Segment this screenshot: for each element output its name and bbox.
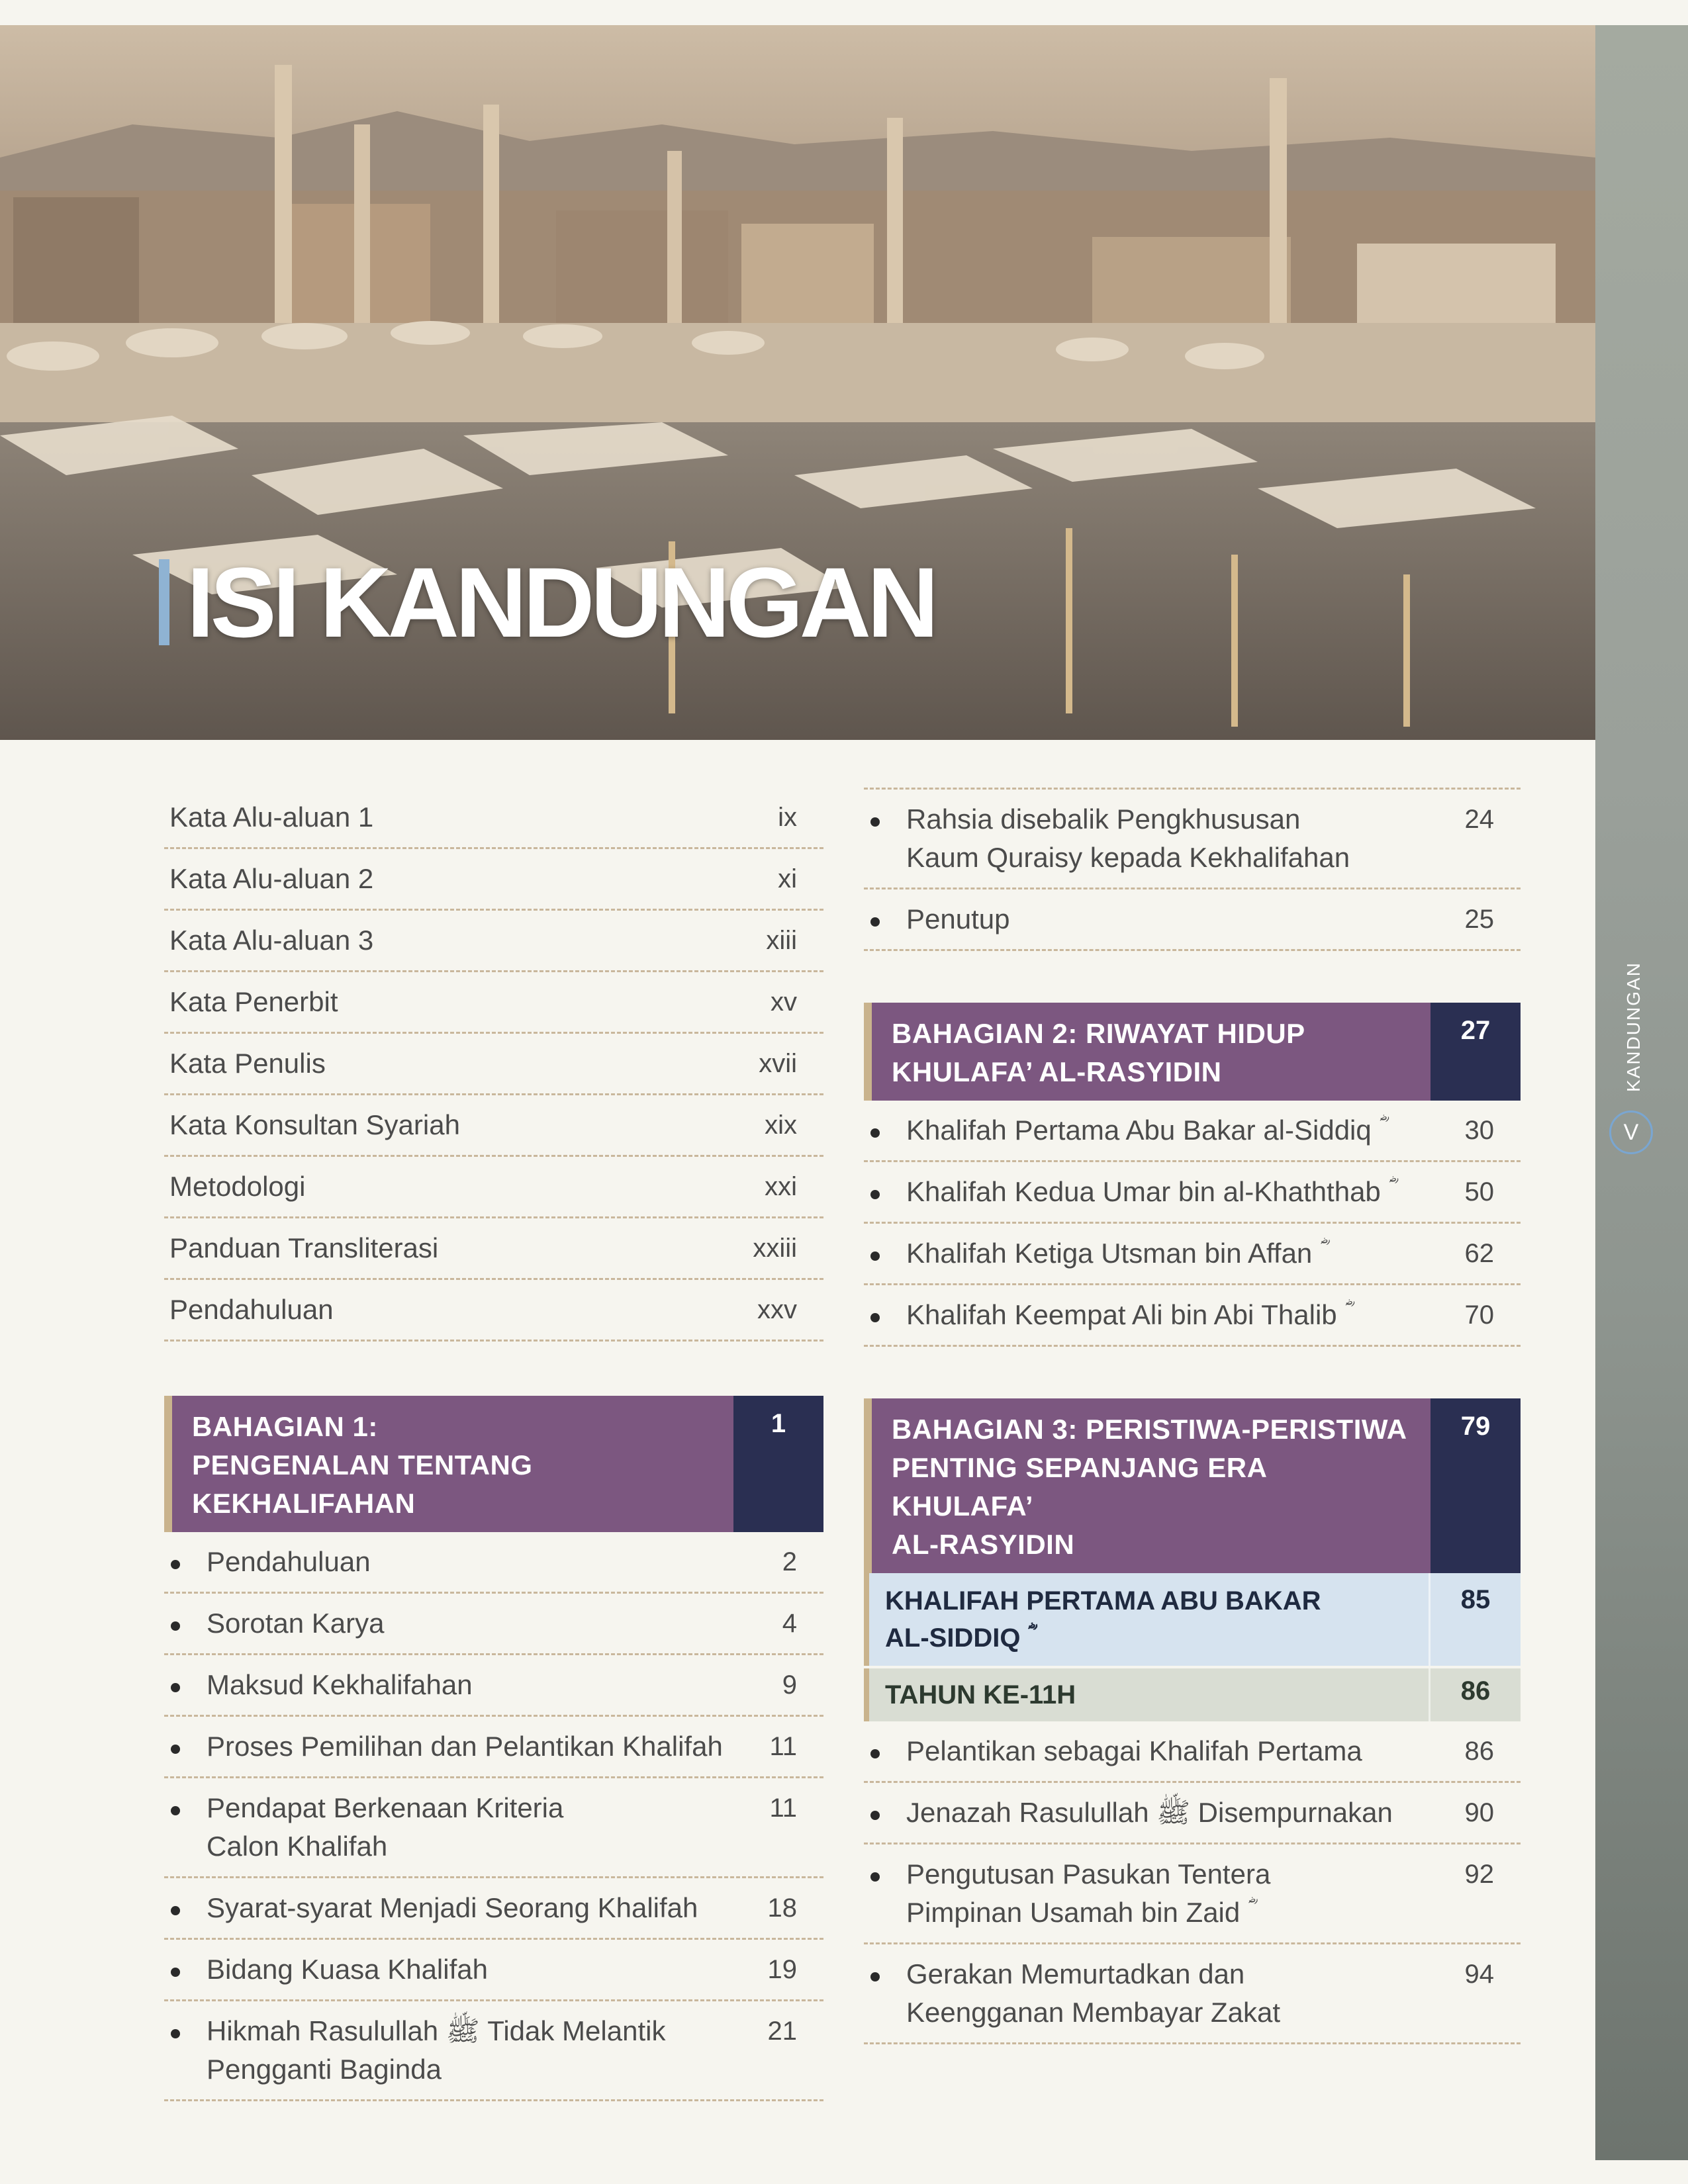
entry-title: Pelantikan sebagai Khalifah Pertama — [906, 1735, 1362, 1766]
part1-title-line: BAHAGIAN 1: — [192, 1411, 378, 1442]
year-subheading[interactable] — [864, 1668, 1521, 1721]
toc-left-column — [164, 788, 823, 2101]
toc-entry[interactable] — [164, 1717, 823, 1778]
toc-entry[interactable] — [164, 1655, 823, 1717]
entry-page: xv — [771, 987, 797, 1017]
toc-entry[interactable] — [164, 1095, 823, 1157]
entry-title: Khalifah Ketiga Utsman bin Affan ؓ — [906, 1238, 1320, 1269]
toc-entry[interactable] — [864, 1285, 1521, 1347]
entry-title: Khalifah Keempat Ali bin Abi Thalib ؓ — [906, 1299, 1345, 1330]
part1-page: 1 — [733, 1396, 823, 1532]
entry-title: Kata Alu-aluan 3 — [169, 925, 374, 956]
subheading-line: AL-SIDDIQ ؓ — [885, 1623, 1028, 1653]
toc-entry[interactable] — [164, 1878, 823, 1940]
part1-title-line: PENGENALAN TENTANG — [192, 1449, 533, 1480]
part3-title-line: AL-RASYIDIN — [892, 1529, 1075, 1560]
toc-entry[interactable] — [164, 788, 823, 849]
part1-list — [164, 1532, 823, 2101]
toc-entry[interactable] — [164, 1280, 823, 1342]
toc-entry[interactable] — [164, 911, 823, 972]
bullet-icon — [171, 1621, 180, 1631]
toc-entry[interactable] — [164, 2001, 823, 2101]
entry-page: 86 — [1464, 1737, 1494, 1766]
subheading-title — [869, 1573, 1429, 1666]
toc-entry[interactable] — [864, 1224, 1521, 1285]
entry-title: Rahsia disebalik Pengkhususan Kaum Quraisy kepada Kekhalifahan — [906, 803, 1350, 873]
entry-page: 9 — [782, 1670, 797, 1700]
entry-title: Kata Penerbit — [169, 986, 338, 1017]
part2-title-line: KHULAFA’ AL-RASYIDIN — [892, 1056, 1222, 1087]
entry-title: Hikmah Rasulullah ﷺ Tidak Melantik Pengganti Baginda — [207, 2015, 666, 2085]
part3-title-line: PENTING SEPANJANG ERA KHULAFA’ — [892, 1452, 1266, 1522]
part1-title-line: KEKHALIFAHAN — [192, 1488, 416, 1519]
bullet-icon — [870, 1190, 880, 1199]
entry-page: xi — [778, 864, 797, 893]
toc-right-column — [864, 788, 1521, 2044]
part2-page: 27 — [1430, 1003, 1521, 1101]
page-number-badge: V — [1609, 1111, 1653, 1154]
entry-title: Panduan Transliterasi — [169, 1232, 439, 1263]
entry-title: Gerakan Memurtadkan dan Keengganan Membayar Zakat — [906, 1958, 1281, 2028]
entry-title: Metodologi — [169, 1171, 306, 1202]
page-title-block — [159, 547, 935, 658]
part3-page: 79 — [1430, 1398, 1521, 1573]
side-tab-label — [1623, 1066, 1644, 1092]
side-strip — [1595, 25, 1688, 2160]
entry-title: Khalifah Kedua Umar bin al-Khaththab ؓ — [906, 1176, 1389, 1207]
bullet-icon — [870, 1749, 880, 1758]
entry-page: xxv — [757, 1295, 797, 1324]
toc-entry[interactable] — [164, 1940, 823, 2001]
toc-entry[interactable] — [164, 1157, 823, 1218]
entry-title: Pendahuluan — [207, 1546, 371, 1577]
part2-title — [864, 1003, 1430, 1101]
entry-page: xxiii — [753, 1234, 797, 1263]
subheading-page: 85 — [1429, 1573, 1521, 1666]
part3-title-line: BAHAGIAN 3: PERISTIWA-PERISTIWA — [892, 1414, 1407, 1445]
bullet-icon — [870, 917, 880, 927]
entry-title: Kata Alu-aluan 2 — [169, 863, 374, 894]
entry-title: Proses Pemilihan dan Pelantikan Khalifah — [207, 1731, 723, 1762]
bullet-icon — [870, 1972, 880, 1981]
entry-page: 25 — [1464, 905, 1494, 934]
bullet-icon — [870, 817, 880, 827]
entry-title: Penutup — [906, 903, 1010, 934]
bullet-icon — [870, 1811, 880, 1820]
entry-title: Khalifah Pertama Abu Bakar al-Siddiq ؓ — [906, 1115, 1380, 1146]
entry-page: xiii — [766, 926, 797, 955]
bullet-icon — [171, 1560, 180, 1569]
part1-header[interactable] — [164, 1396, 823, 1532]
page-title: ISI KANDUNGAN — [187, 547, 935, 658]
bullet-icon — [870, 1872, 880, 1882]
entry-page: 70 — [1464, 1300, 1494, 1330]
toc-entry[interactable] — [864, 1844, 1521, 1944]
entry-title: Maksud Kekhalifahan — [207, 1669, 473, 1700]
entry-page: 90 — [1464, 1798, 1494, 1827]
toc-entry[interactable] — [864, 1783, 1521, 1844]
entry-title: Bidang Kuasa Khalifah — [207, 1954, 488, 1985]
entry-title: Syarat-syarat Menjadi Seorang Khalifah — [207, 1892, 698, 1923]
front-matter-list — [164, 788, 823, 1342]
toc-entry[interactable] — [864, 1721, 1521, 1783]
toc-entry[interactable] — [164, 1532, 823, 1594]
entry-page: 11 — [769, 1732, 797, 1761]
entry-page: 24 — [1464, 805, 1494, 834]
bullet-icon — [870, 1128, 880, 1138]
part1-title — [164, 1396, 733, 1532]
toc-entry[interactable] — [164, 1034, 823, 1095]
year-page: 86 — [1429, 1668, 1521, 1721]
khalifah-subheading[interactable] — [864, 1573, 1521, 1666]
entry-page: ix — [778, 803, 797, 832]
entry-title: Pengutusan Pasukan Tentera Pimpinan Usamah bin Zaid ؓ — [906, 1858, 1271, 1928]
toc-entry[interactable] — [164, 849, 823, 911]
part3-title — [864, 1398, 1430, 1573]
bullet-icon — [870, 1313, 880, 1322]
title-accent-bar — [159, 559, 169, 645]
toc-entry[interactable] — [164, 1594, 823, 1655]
bullet-icon — [171, 1745, 180, 1754]
entry-title: Pendapat Berkenaan Kriteria Calon Khalifah — [207, 1792, 564, 1862]
bullet-icon — [171, 1968, 180, 1977]
bullet-icon — [870, 1251, 880, 1261]
toc-entry[interactable] — [864, 790, 1521, 889]
entry-page: 50 — [1464, 1177, 1494, 1206]
entry-page: 30 — [1464, 1116, 1494, 1145]
bullet-icon — [171, 1806, 180, 1815]
toc-entry[interactable] — [864, 889, 1521, 951]
entry-page: 21 — [767, 2017, 797, 2046]
part1-continued-list — [864, 788, 1521, 951]
toc-entry[interactable] — [864, 1162, 1521, 1224]
entry-page: xix — [765, 1111, 797, 1140]
entry-page: 4 — [782, 1609, 797, 1638]
bullet-icon — [171, 2029, 180, 2038]
entry-page: 62 — [1464, 1239, 1494, 1268]
toc-entry[interactable] — [164, 1778, 823, 1878]
entry-title: Kata Alu-aluan 1 — [169, 801, 374, 833]
entry-page: 11 — [769, 1794, 797, 1823]
entry-title: Jenazah Rasulullah ﷺ Disempurnakan — [906, 1797, 1393, 1828]
year-title: TAHUN KE-11H — [885, 1680, 1076, 1709]
entry-page: 2 — [782, 1547, 797, 1576]
subheading-line: KHALIFAH PERTAMA ABU BAKAR — [885, 1586, 1321, 1615]
entry-title: Pendahuluan — [169, 1294, 334, 1325]
part3-header[interactable] — [864, 1398, 1521, 1573]
part2-header[interactable] — [864, 1003, 1521, 1101]
entry-page: 18 — [767, 1893, 797, 1923]
entry-page: xxi — [765, 1172, 797, 1201]
toc-entry[interactable] — [864, 1944, 1521, 2044]
entry-page: xvii — [759, 1049, 797, 1078]
toc-entry[interactable] — [164, 972, 823, 1034]
entry-title: Sorotan Karya — [207, 1608, 385, 1639]
bullet-icon — [171, 1906, 180, 1915]
entry-page: 19 — [767, 1955, 797, 1984]
part2-list — [864, 1101, 1521, 1347]
bullet-icon — [171, 1683, 180, 1692]
toc-entry[interactable] — [864, 1101, 1521, 1162]
entry-title: Kata Konsultan Syariah — [169, 1109, 460, 1140]
part3-list — [864, 1721, 1521, 2044]
part2-title-line: BAHAGIAN 2: RIWAYAT HIDUP — [892, 1018, 1305, 1049]
entry-page: 94 — [1464, 1960, 1494, 1989]
entry-title: Kata Penulis — [169, 1048, 326, 1079]
entry-page: 92 — [1464, 1860, 1494, 1889]
toc-entry[interactable] — [164, 1218, 823, 1280]
